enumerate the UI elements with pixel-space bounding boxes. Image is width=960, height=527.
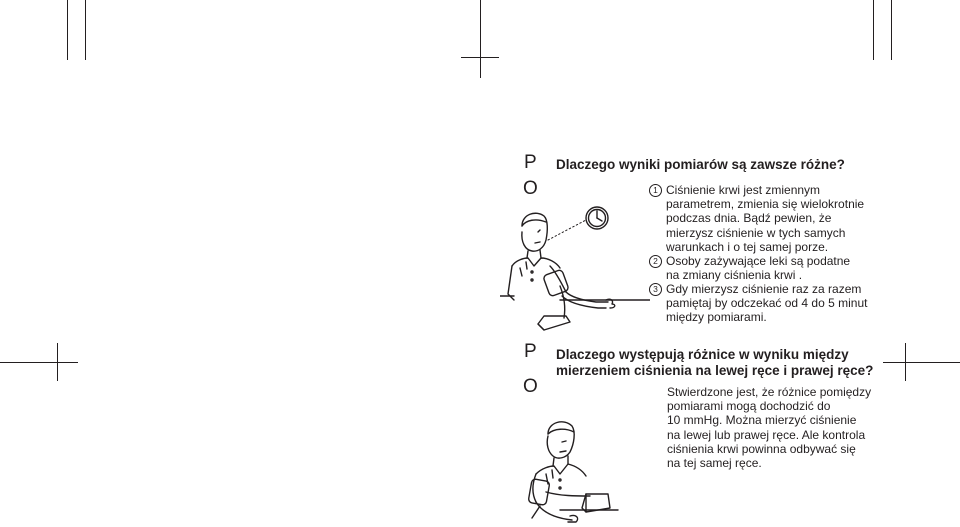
answer-item-3 [649, 282, 867, 325]
answer-text [667, 385, 871, 470]
answer-line: podczas dnia. Bądź pewien, że [666, 211, 832, 226]
answer-text [666, 254, 850, 282]
question-marker: P [524, 152, 537, 173]
answer-line: pamiętaj by odczekać od 4 do 5 minut [666, 296, 868, 311]
question-heading: Dlaczego wyniki pomiarów są zawsze różne? [556, 157, 845, 172]
question-heading [556, 347, 873, 379]
answer-line: na zmiany ciśnienia krwi . [666, 268, 803, 283]
answer-line: Osoby zażywające leki są podatne [666, 254, 851, 268]
crop-mark [85, 0, 86, 60]
answer-line: ciśnienia krwi powinna odbywać się [667, 441, 856, 456]
crop-mark [67, 0, 68, 60]
answer-line: warunkach i o tej samej porze. [666, 239, 829, 254]
question-line: Dlaczego występują różnice w wyniku między [556, 347, 849, 362]
answer-marker: O [523, 178, 538, 199]
answer-text [666, 183, 864, 254]
crop-mark [905, 343, 906, 381]
crop-mark [57, 343, 58, 381]
answer-marker: O [523, 376, 538, 397]
answer-line: Gdy mierzysz ciśnienie raz za razem [666, 282, 862, 296]
crop-mark [461, 57, 499, 58]
answer-item-2 [649, 254, 850, 282]
person-cuff-illustration [520, 412, 620, 527]
answer-line: Stwierdzone jest, że różnice pomiędzy [667, 385, 872, 399]
answer-line: na lewej lub prawej ręce. Ale kontrola [667, 427, 866, 442]
answer-line: między pomiarami. [666, 310, 767, 325]
answer-text [666, 282, 867, 325]
number-badge: 2 [649, 255, 662, 268]
person-measuring-illustration [500, 196, 650, 336]
question-line: mierzeniem ciśnienia na lewej ręce i prawej ręce? [556, 363, 874, 378]
crop-mark [0, 362, 78, 363]
question-marker: P [524, 341, 537, 362]
crop-mark [480, 0, 481, 78]
number-badge: 3 [649, 283, 662, 296]
number-badge: 1 [649, 184, 662, 197]
answer-line: mierzysz ciśnienie w tych samych [666, 225, 846, 240]
crop-mark [873, 0, 874, 60]
clock-icon [586, 207, 608, 229]
crop-mark [891, 0, 892, 60]
crop-mark [883, 362, 960, 363]
answer-line: Ciśnienie krwi jest zmiennym [666, 183, 821, 197]
answer-line: parametrem, zmienia się wielokrotnie [666, 197, 865, 212]
answer-item-1 [649, 183, 864, 254]
answer-line: na tej samej ręce. [667, 456, 762, 471]
answer-line: 10 mmHg. Można mierzyć ciśnienie [667, 413, 857, 428]
answer-line: pomiarami mogą dochodzić do [667, 399, 831, 414]
